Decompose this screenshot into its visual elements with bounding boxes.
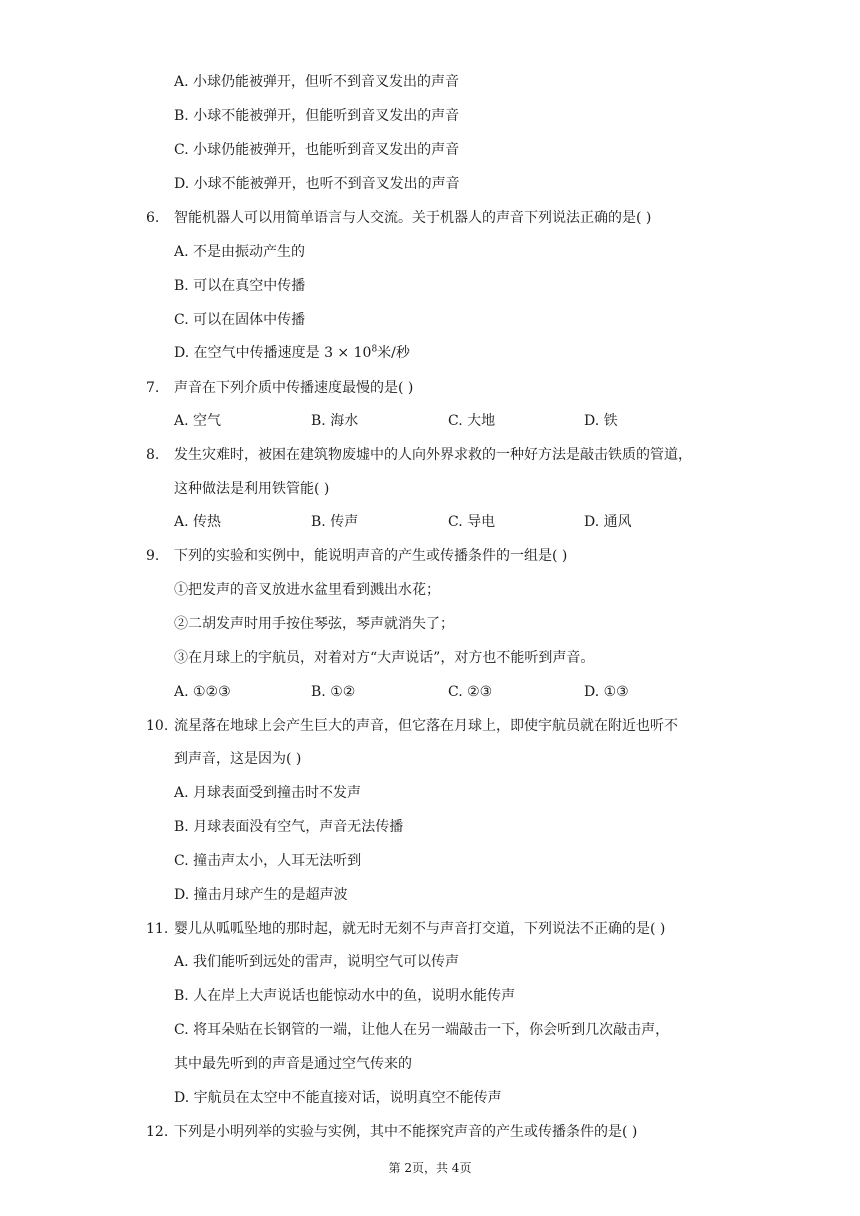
question-number: 12. <box>146 1124 169 1140</box>
question-text: 婴儿从呱呱坠地的那时起，就无时无刻不与声音打交道，下列说法不正确的是( ) <box>174 921 666 937</box>
option-c-cont: 其中最先听到的声音是通过空气传来的 <box>174 1056 412 1072</box>
exponent: 8 <box>371 344 378 355</box>
question-text-cont: 这种做法是利用铁管能( ) <box>174 481 330 497</box>
page-footer: 第 2页，共 4页 <box>388 1161 472 1175</box>
question-text: 声音在下列介质中传播速度最慢的是( ) <box>174 380 414 396</box>
question-text: 流星落在地球上会产生巨大的声音，但它落在月球上，即使宇航员就在附近也听不 <box>174 718 678 734</box>
option-c: C. 大地 <box>448 413 496 429</box>
option-a: A. 不是由振动产生的 <box>174 244 306 260</box>
option-b: B. 海水 <box>311 413 359 429</box>
option-d: D. 铁 <box>584 413 618 429</box>
option-d-prefix: D. 在空气中传播速度是 3 × 10 <box>174 345 372 361</box>
statement-2: ②二胡发声时用手按住琴弦，琴声就消失了； <box>174 616 454 632</box>
question-text: 下列的实验和实例中，能说明声音的产生或传播条件的一组是( ) <box>174 548 568 564</box>
option-a: A. 我们能听到远处的雷声，说明空气可以传声 <box>174 954 460 970</box>
option-d: D. 小球不能被弹开，也听不到音叉发出的声音 <box>174 176 460 192</box>
question-number: 10. <box>146 718 169 734</box>
question-number: 7. <box>146 380 160 396</box>
option-a: A. ①②③ <box>174 684 231 700</box>
question-text-cont: 到声音，这是因为( ) <box>174 751 302 767</box>
question-text: 发生灾难时，被困在建筑物废墟中的人向外界求救的一种好方法是敲击铁质的管道， <box>174 447 692 463</box>
option-d: D. 撞击月球产生的是超声波 <box>174 887 348 903</box>
option-a: A. 月球表面受到撞击时不发声 <box>174 785 362 801</box>
question-number: 11. <box>146 921 169 937</box>
option-d: D. 宇航员在太空中不能直接对话，说明真空不能传声 <box>174 1090 502 1106</box>
option-b: B. 传声 <box>311 514 359 530</box>
option-c: C. 可以在固体中传播 <box>174 312 306 328</box>
statement-1: ①把发声的音叉放进水盆里看到溅出水花； <box>174 582 440 598</box>
question-text: 下列是小明列举的实验与实例，其中不能探究声音的产生或传播条件的是( ) <box>174 1124 638 1140</box>
option-b: B. 月球表面没有空气，声音无法传播 <box>174 819 404 835</box>
option-a: A. 小球仍能被弹开，但听不到音叉发出的声音 <box>174 74 460 90</box>
option-c: C. ②③ <box>448 684 493 700</box>
option-d: D. 通风 <box>584 514 632 530</box>
question-number: 8. <box>146 447 160 463</box>
option-b: B. 人在岸上大声说话也能惊动水中的鱼，说明水能传声 <box>174 988 516 1004</box>
option-c: C. 将耳朵贴在长钢管的一端，让他人在另一端敲击一下，你会听到几次敲击声， <box>174 1022 670 1038</box>
statement-3: ③在月球上的宇航员，对着对方“大声说话”，对方也不能听到声音。 <box>174 650 595 666</box>
option-b: B. ①② <box>311 684 356 700</box>
option-a: A. 传热 <box>174 514 222 530</box>
option-d: D. ①③ <box>584 684 629 700</box>
option-d <box>174 343 410 363</box>
option-c: C. 导电 <box>448 514 496 530</box>
option-c: C. 撞击声太小，人耳无法听到 <box>174 853 362 869</box>
question-number: 6. <box>146 210 160 226</box>
question-text: 智能机器人可以用简单语言与人交流。关于机器人的声音下列说法正确的是( ) <box>174 210 652 226</box>
option-d-suffix: 米/秒 <box>377 345 410 361</box>
option-b: B. 小球不能被弹开，但能听到音叉发出的声音 <box>174 108 460 124</box>
option-a: A. 空气 <box>174 413 222 429</box>
option-c: C. 小球仍能被弹开，也能听到音叉发出的声音 <box>174 142 460 158</box>
question-number: 9. <box>146 548 160 564</box>
option-b: B. 可以在真空中传播 <box>174 278 306 294</box>
